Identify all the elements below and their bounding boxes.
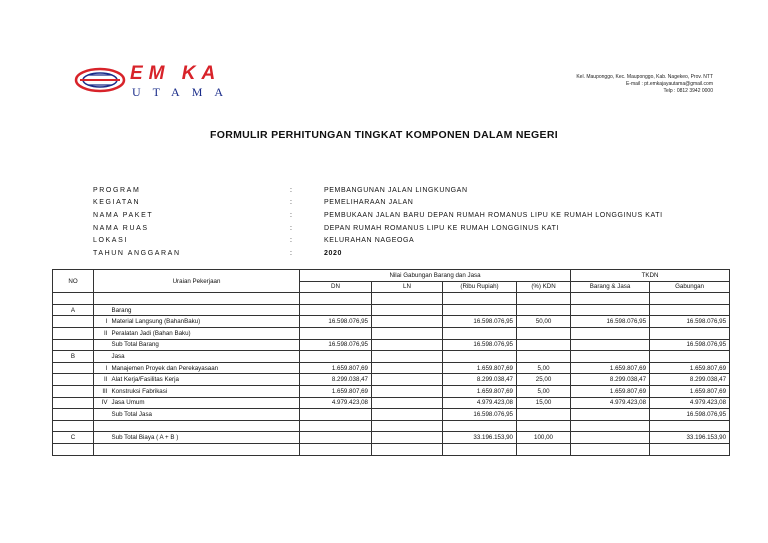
table-row — [53, 397, 730, 409]
cell-roman — [94, 420, 109, 432]
cell-no — [53, 443, 94, 455]
cell-ln — [372, 397, 443, 409]
cell-uraian: Material Langsung (BahanBaku) — [109, 316, 300, 328]
cell-uraian: Manajemen Proyek dan Perekayasaan — [109, 362, 300, 374]
cell-no: B — [53, 351, 94, 363]
cell-gabungan: 33.196.153,90 — [650, 432, 730, 444]
cell-gabungan — [650, 327, 730, 339]
cell-uraian — [109, 443, 300, 455]
cell-barang-jasa: 4.979.423,08 — [571, 397, 650, 409]
header-barang-jasa: Barang & Jasa — [571, 281, 650, 293]
cell-ln — [372, 432, 443, 444]
cell-no — [53, 293, 94, 305]
cell-roman — [94, 432, 109, 444]
cell-kdn — [517, 304, 571, 316]
document-title: FORMULIR PERHITUNGAN TINGKAT KOMPONEN DALAM NEGERI — [210, 129, 558, 141]
cell-gabungan: 16.598.076,95 — [650, 316, 730, 328]
cell-gabungan — [650, 443, 730, 455]
cell-ln — [372, 362, 443, 374]
header-tkdn: TKDN — [571, 270, 730, 282]
info-label: PROGRAM — [93, 186, 141, 194]
cell-dn — [300, 443, 372, 455]
company-contact — [576, 74, 713, 95]
cell-ribu-rupiah: 4.979.423,08 — [443, 397, 517, 409]
cell-dn: 16.598.076,95 — [300, 316, 372, 328]
info-colon: : — [290, 224, 292, 232]
table-row — [53, 339, 730, 351]
header-uraian: Uraian Pekerjaan — [94, 270, 300, 293]
cell-gabungan: 8.299.038,47 — [650, 374, 730, 386]
cell-no: A — [53, 304, 94, 316]
cell-kdn: 5,00 — [517, 362, 571, 374]
info-value: 2020 — [324, 249, 342, 257]
cell-ribu-rupiah: 1.659.807,69 — [443, 362, 517, 374]
cell-barang-jasa — [571, 304, 650, 316]
cell-kdn — [517, 293, 571, 305]
info-label: NAMA PAKET — [93, 211, 154, 219]
info-colon: : — [290, 199, 292, 207]
cell-gabungan — [650, 293, 730, 305]
cell-no — [53, 385, 94, 397]
cell-ln — [372, 293, 443, 305]
cell-gabungan — [650, 420, 730, 432]
table-row — [53, 443, 730, 455]
cell-dn — [300, 351, 372, 363]
cell-uraian: Sub Total Barang — [109, 339, 300, 351]
cell-barang-jasa: 1.659.807,69 — [571, 385, 650, 397]
cell-uraian — [109, 420, 300, 432]
cell-gabungan: 16.598.076,95 — [650, 339, 730, 351]
cell-ln — [372, 443, 443, 455]
cell-barang-jasa — [571, 293, 650, 305]
cell-ln — [372, 409, 443, 421]
logo-name-bottom: UTAMA — [132, 85, 236, 99]
cell-barang-jasa — [571, 420, 650, 432]
cell-no — [53, 420, 94, 432]
cell-dn: 16.598.076,95 — [300, 339, 372, 351]
cell-kdn — [517, 339, 571, 351]
cell-barang-jasa: 1.659.807,69 — [571, 362, 650, 374]
info-label: TAHUN ANGGARAN — [93, 249, 181, 257]
cell-ribu-rupiah: 8.299.038,47 — [443, 374, 517, 386]
cell-uraian: Jasa Umum — [109, 397, 300, 409]
cell-barang-jasa: 16.598.076,95 — [571, 316, 650, 328]
cell-roman — [94, 351, 109, 363]
cell-no — [53, 327, 94, 339]
cell-no — [53, 397, 94, 409]
table-row — [53, 432, 730, 444]
cell-no — [53, 339, 94, 351]
table-header-row — [53, 270, 730, 282]
cell-ribu-rupiah: 16.598.076,95 — [443, 339, 517, 351]
info-row-nama-paket — [93, 209, 663, 222]
cell-roman — [94, 409, 109, 421]
cell-roman: III — [94, 385, 109, 397]
company-address: Kel. Mauponggo, Kec. Mauponggo, Kab. Nagekeo, Prov. NTT — [576, 74, 713, 80]
cell-no — [53, 409, 94, 421]
info-label: LOKASI — [93, 237, 128, 245]
cell-gabungan — [650, 351, 730, 363]
info-value: KELURAHAN NAGEOGA — [324, 237, 415, 245]
cell-gabungan — [650, 304, 730, 316]
info-colon: : — [290, 237, 292, 245]
cell-ribu-rupiah — [443, 420, 517, 432]
table-row — [53, 374, 730, 386]
logo-name-top: EM KA — [130, 63, 222, 84]
info-row-nama-ruas — [93, 222, 663, 235]
info-row-tahun-anggaran — [93, 247, 663, 260]
cell-kdn — [517, 420, 571, 432]
cell-roman: IV — [94, 397, 109, 409]
cell-barang-jasa — [571, 339, 650, 351]
header-ribu-rupiah: (Ribu Rupiah) — [443, 281, 517, 293]
table-row — [53, 293, 730, 305]
info-row-lokasi — [93, 234, 663, 247]
cell-uraian — [109, 293, 300, 305]
cell-kdn: 5,00 — [517, 385, 571, 397]
cell-ln — [372, 351, 443, 363]
cell-dn — [300, 327, 372, 339]
table-row — [53, 362, 730, 374]
cell-ln — [372, 316, 443, 328]
table-row — [53, 327, 730, 339]
cell-ribu-rupiah — [443, 304, 517, 316]
cell-uraian: Sub Total Biaya ( A + B ) — [109, 432, 300, 444]
info-value: DEPAN RUMAH ROMANUS LIPU KE RUMAH LONGGINUS KATI — [324, 224, 560, 232]
cell-kdn — [517, 409, 571, 421]
cell-ribu-rupiah: 1.659.807,69 — [443, 385, 517, 397]
info-row-program — [93, 184, 663, 197]
cell-dn — [300, 409, 372, 421]
table-row — [53, 351, 730, 363]
info-value: PEMBANGUNAN JALAN LINGKUNGAN — [324, 186, 468, 194]
cell-barang-jasa: 8.299.038,47 — [571, 374, 650, 386]
info-label: KEGIATAN — [93, 199, 141, 207]
header-gabungan: Gabungan — [650, 281, 730, 293]
header-nilai-gabungan: Nilai Gabungan Barang dan Jasa — [300, 270, 571, 282]
cell-roman: II — [94, 374, 109, 386]
cell-no — [53, 316, 94, 328]
cell-barang-jasa — [571, 443, 650, 455]
info-row-kegiatan — [93, 197, 663, 210]
cell-gabungan: 1.659.807,69 — [650, 385, 730, 397]
cell-uraian: Alat Kerja/Fasilitas Kerja — [109, 374, 300, 386]
cell-kdn: 25,00 — [517, 374, 571, 386]
cell-roman — [94, 339, 109, 351]
cell-uraian: Barang — [109, 304, 300, 316]
cell-dn: 1.659.807,69 — [300, 385, 372, 397]
cell-ribu-rupiah — [443, 443, 517, 455]
cell-dn: 8.299.038,47 — [300, 374, 372, 386]
info-colon: : — [290, 249, 292, 257]
cell-dn: 4.979.423,08 — [300, 397, 372, 409]
company-phone: Telp : 0812 3942 0000 — [663, 88, 713, 94]
cell-no — [53, 374, 94, 386]
cell-kdn: 15,00 — [517, 397, 571, 409]
cell-roman — [94, 443, 109, 455]
table-row — [53, 304, 730, 316]
header-dn: DN — [300, 281, 372, 293]
header-ln: LN — [372, 281, 443, 293]
cell-ln — [372, 327, 443, 339]
cell-ribu-rupiah — [443, 351, 517, 363]
cell-dn — [300, 432, 372, 444]
cell-barang-jasa — [571, 351, 650, 363]
info-colon: : — [290, 186, 292, 194]
cell-kdn: 100,00 — [517, 432, 571, 444]
cell-kdn — [517, 351, 571, 363]
cell-gabungan: 16.598.076,95 — [650, 409, 730, 421]
cell-dn — [300, 293, 372, 305]
cell-ln — [372, 374, 443, 386]
cell-ribu-rupiah: 33.196.153,90 — [443, 432, 517, 444]
cell-gabungan: 1.659.807,69 — [650, 362, 730, 374]
cell-roman: I — [94, 316, 109, 328]
cell-ln — [372, 420, 443, 432]
cell-roman: I — [94, 362, 109, 374]
logo-emblem-icon — [74, 66, 126, 106]
cell-uraian: Jasa — [109, 351, 300, 363]
cell-roman — [94, 293, 109, 305]
table-row — [53, 409, 730, 421]
cell-kdn — [517, 327, 571, 339]
cell-gabungan: 4.979.423,08 — [650, 397, 730, 409]
cell-ln — [372, 304, 443, 316]
company-logo — [74, 63, 236, 106]
company-email: E-mail : pt.emkajayautama@gmail.com — [625, 81, 713, 87]
cell-barang-jasa — [571, 432, 650, 444]
cell-kdn: 50,00 — [517, 316, 571, 328]
project-info — [93, 184, 663, 260]
cell-ln — [372, 385, 443, 397]
tkdn-table — [52, 269, 730, 456]
header-kdn: (%) KDN — [517, 281, 571, 293]
cell-ribu-rupiah: 16.598.076,95 — [443, 316, 517, 328]
cell-uraian: Sub Total Jasa — [109, 409, 300, 421]
cell-ribu-rupiah — [443, 327, 517, 339]
cell-barang-jasa — [571, 409, 650, 421]
cell-roman: II — [94, 327, 109, 339]
info-value: PEMELIHARAAN JALAN — [324, 199, 414, 207]
table-row — [53, 420, 730, 432]
table-row — [53, 385, 730, 397]
table-row — [53, 316, 730, 328]
cell-dn: 1.659.807,69 — [300, 362, 372, 374]
cell-ribu-rupiah — [443, 293, 517, 305]
cell-ln — [372, 339, 443, 351]
info-value: PEMBUKAAN JALAN BARU DEPAN RUMAH ROMANUS LIPU KE RUMAH LONGGINUS KATI — [324, 211, 663, 219]
cell-no: C — [53, 432, 94, 444]
cell-barang-jasa — [571, 327, 650, 339]
cell-ribu-rupiah: 16.598.076,95 — [443, 409, 517, 421]
cell-dn — [300, 420, 372, 432]
cell-roman — [94, 304, 109, 316]
cell-dn — [300, 304, 372, 316]
header-no: NO — [53, 270, 94, 293]
cell-uraian: Peralatan Jadi (Bahan Baku) — [109, 327, 300, 339]
cell-uraian: Konstruksi Fabrikasi — [109, 385, 300, 397]
cell-no — [53, 362, 94, 374]
cell-kdn — [517, 443, 571, 455]
info-colon: : — [290, 211, 292, 219]
info-label: NAMA RUAS — [93, 224, 149, 232]
